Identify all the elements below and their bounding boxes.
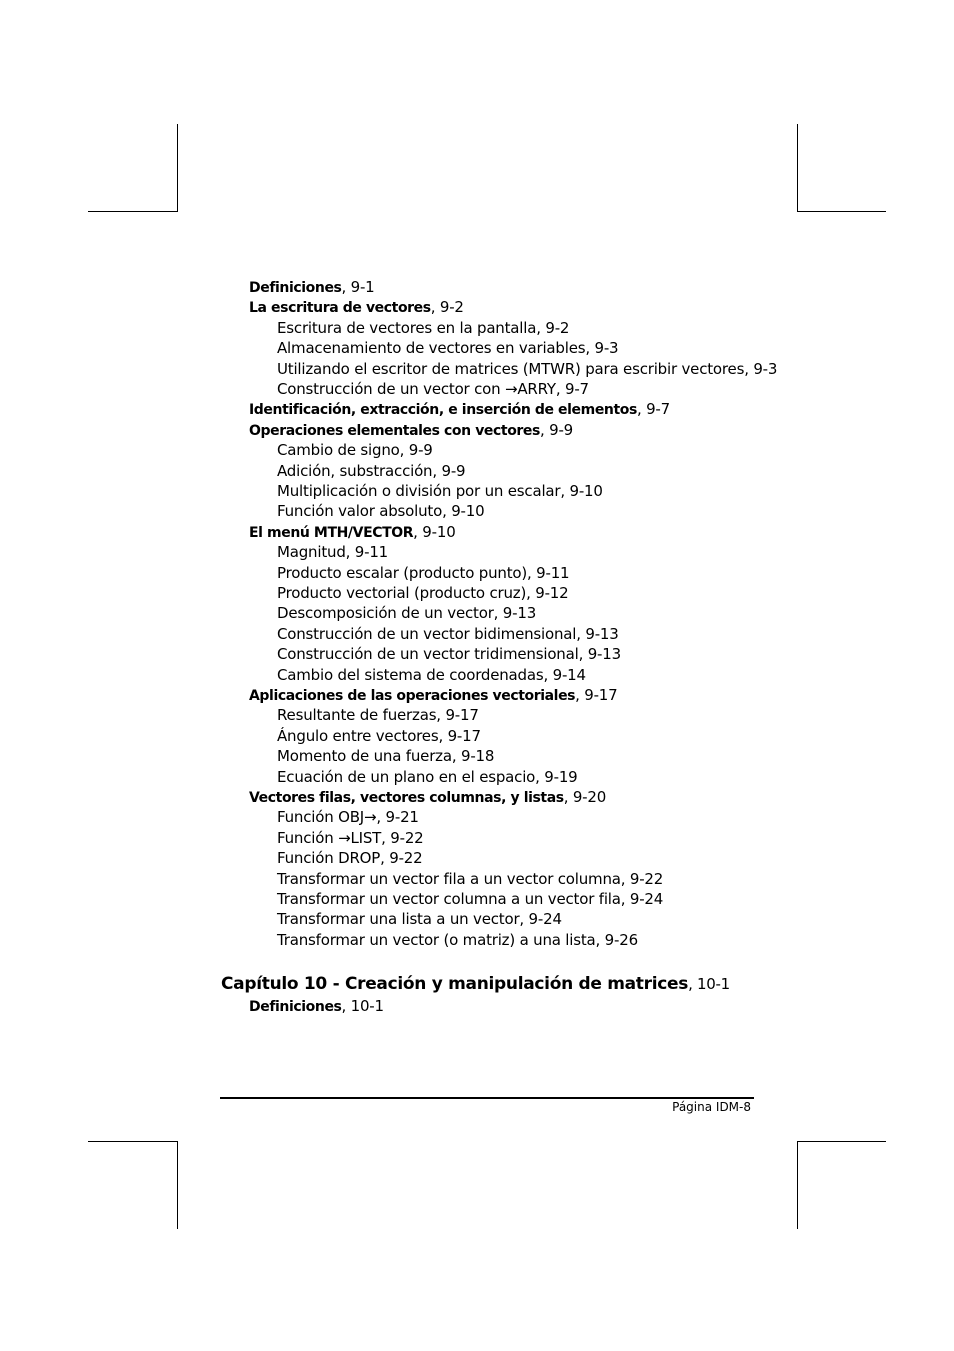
footer-rule	[220, 1097, 754, 1099]
toc-entry-title: Ecuación de un plano en el espacio, 9-19	[277, 767, 578, 786]
crop-mark-top-right-horizontal	[797, 211, 886, 212]
toc-entry-page: , 9-17	[575, 686, 618, 704]
toc-subsection	[277, 869, 663, 889]
toc-subsection	[277, 889, 663, 909]
toc-entry-title: Ángulo entre vectores, 9-17	[277, 726, 481, 745]
toc-entry-page: , 10-1	[341, 997, 384, 1015]
crop-mark-bottom-left-vertical	[177, 1141, 178, 1229]
toc-entry-title: El menú MTH/VECTOR	[249, 524, 414, 541]
toc-section	[249, 277, 375, 298]
toc-subsection	[277, 767, 578, 787]
toc-entry-page: , 9-1	[341, 278, 375, 296]
toc-entry-title: Construcción de un vector bidimensional, 9-13	[277, 624, 619, 643]
toc-subsection	[277, 440, 433, 460]
toc-entry-title: Construcción de un vector tridimensional, 9-13	[277, 645, 621, 664]
toc-subsection	[277, 481, 603, 501]
toc-entry-title: Transformar una lista a un vector, 9-24	[277, 910, 562, 929]
toc-entry-title: Función DROP, 9-22	[277, 849, 423, 868]
toc-subsection	[277, 726, 481, 746]
toc-entry-title: Vectores filas, vectores columnas, y listas	[249, 790, 564, 806]
toc-subsection	[277, 624, 619, 644]
toc-subsection	[277, 318, 569, 338]
toc-subsection	[277, 563, 569, 583]
toc-entry-title: Magnitud, 9-11	[277, 543, 389, 562]
toc-section	[249, 297, 464, 318]
crop-mark-top-left-vertical	[177, 124, 178, 212]
toc-subsection	[277, 603, 536, 623]
toc-subsection	[277, 542, 388, 562]
toc-entry-title: Resultante de fuerzas, 9-17	[277, 706, 479, 725]
toc-entry	[249, 996, 384, 1017]
crop-mark-bottom-right-vertical	[797, 1141, 798, 1229]
crop-mark-top-left-horizontal	[88, 211, 177, 212]
toc-entry-title: Función OBJ→, 9-21	[277, 808, 419, 827]
toc-entry-title: Utilizando el escritor de matrices (MTWR) para escribir vectores, 9-3	[277, 359, 778, 378]
toc-subsection	[277, 379, 589, 399]
toc-section	[249, 399, 670, 420]
toc-entry-title: Definiciones	[249, 999, 342, 1015]
page-number: Página IDM-8	[672, 1100, 751, 1114]
toc-entry-title: Producto escalar (producto punto), 9-11	[277, 563, 570, 582]
toc-entry-title: Definiciones	[249, 280, 342, 296]
toc-entry-title: Función →LIST, 9-22	[277, 828, 424, 847]
toc-section	[249, 685, 618, 706]
toc-subsection	[277, 461, 465, 481]
toc-entry-title: La escritura de vectores	[249, 300, 431, 317]
toc-entry-title: Almacenamiento de vectores en variables, 9-3	[277, 339, 619, 358]
toc-entry-title: Transformar un vector columna a un vector fila, 9-24	[277, 890, 664, 908]
toc-subsection	[277, 746, 494, 766]
toc-subsection	[277, 828, 424, 848]
toc-section	[249, 420, 573, 441]
toc-entry-title: Función valor absoluto, 9-10	[277, 502, 485, 521]
chapter-heading	[221, 974, 730, 994]
toc-entry-page: , 9-10	[413, 522, 456, 541]
toc-entry-title: Multiplicación o división por un escalar, 9-10	[277, 482, 603, 500]
crop-mark-top-right-vertical	[797, 124, 798, 212]
toc-subsection	[277, 909, 562, 929]
toc-entry-page: , 9-2	[430, 298, 464, 317]
toc-entry-page: , 9-7	[636, 400, 670, 419]
toc-subsection	[277, 848, 423, 868]
toc-entry-title: Producto vectorial (producto cruz), 9-12	[277, 584, 569, 602]
toc-section	[249, 522, 456, 543]
toc-entry-title: Construcción de un vector con →ARRY, 9-7	[277, 380, 589, 398]
toc-entry-title: Descomposición de un vector, 9-13	[277, 604, 537, 623]
toc-entry-title: Operaciones elementales con vectores	[249, 422, 540, 439]
toc-subsection	[277, 665, 586, 685]
toc-entry-title: Escritura de vectores en la pantalla, 9-2	[277, 318, 570, 337]
chapter-page: , 10-1	[688, 975, 730, 993]
toc-entry-title: Transformar un vector (o matriz) a una lista, 9-26	[277, 930, 638, 949]
toc-subsection	[277, 359, 777, 379]
toc-subsection	[277, 705, 479, 725]
toc-entry-title: Identificación, extracción, e inserción de elementos	[249, 402, 637, 419]
toc-entry-title: Transformar un vector fila a un vector columna, 9-22	[277, 869, 664, 888]
toc-subsection	[277, 807, 419, 827]
toc-entry-page: , 9-9	[539, 420, 574, 439]
toc-subsection	[277, 930, 638, 950]
toc-subsection	[277, 644, 621, 664]
toc-section	[249, 787, 606, 808]
toc-entry-page: , 9-20	[563, 788, 607, 806]
toc-entry-title: Aplicaciones de las operaciones vectoriales	[249, 688, 576, 704]
toc-subsection	[277, 583, 569, 603]
toc-subsection	[277, 338, 618, 358]
toc-entry-title: Momento de una fuerza, 9-18	[277, 747, 495, 766]
toc-entry-title: Cambio de signo, 9-9	[277, 441, 433, 460]
toc-entry-title: Adición, substracción, 9-9	[277, 461, 466, 480]
toc-entry-title: Cambio del sistema de coordenadas, 9-14	[277, 665, 586, 684]
chapter-title: Capítulo 10 - Creación y manipulación de matrices	[221, 974, 689, 994]
toc-subsection	[277, 501, 484, 521]
crop-mark-bottom-right-horizontal	[797, 1141, 886, 1142]
crop-mark-bottom-left-horizontal	[88, 1141, 177, 1142]
